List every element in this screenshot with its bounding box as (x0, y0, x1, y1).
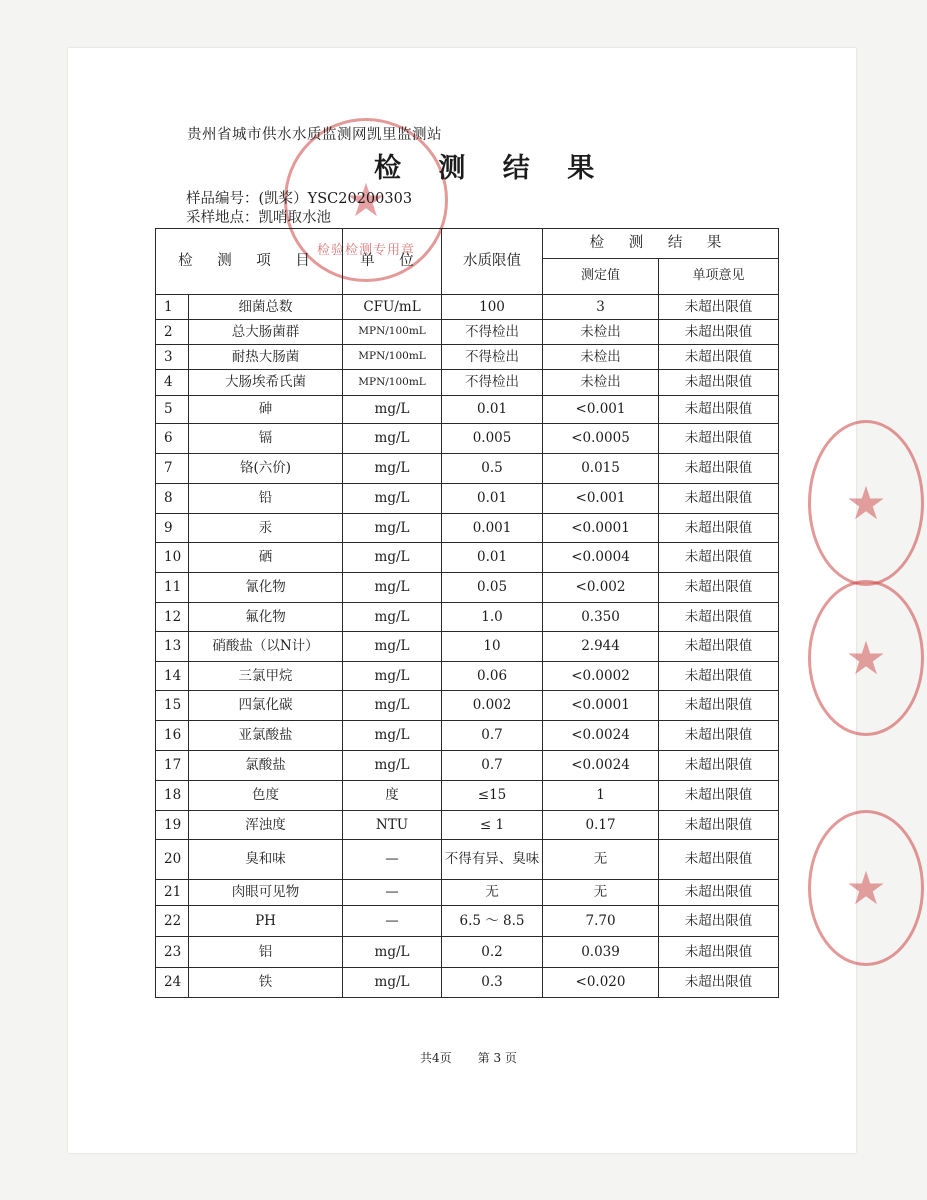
total-pages: 共4页 (420, 1051, 452, 1065)
seal-star-icon: ★ (845, 861, 887, 915)
row-measured-value: <0.001 (543, 484, 659, 514)
row-unit: NTU (343, 811, 442, 840)
row-unit: mg/L (343, 751, 442, 781)
row-limit: ≤15 (442, 781, 543, 811)
edge-seal-3 (808, 810, 924, 966)
row-unit: — (343, 906, 442, 937)
row-item: 浑浊度 (189, 811, 343, 840)
row-item: 砷 (189, 396, 343, 424)
row-unit: mg/L (343, 514, 442, 543)
page-footer (420, 1049, 543, 1066)
row-limit: 1.0 (442, 603, 543, 632)
row-item: 硒 (189, 543, 343, 573)
table-row (156, 937, 779, 968)
sampling-location-label: 采样地点： (186, 210, 259, 226)
row-unit: mg/L (343, 662, 442, 691)
seal-star-icon: ★ (345, 173, 387, 227)
row-number: 21 (156, 880, 189, 906)
row-number: 22 (156, 906, 189, 937)
table-row (156, 295, 779, 320)
row-opinion: 未超出限值 (659, 811, 779, 840)
row-limit: 100 (442, 295, 543, 320)
row-measured-value: 3 (543, 295, 659, 320)
row-item: 臭和味 (189, 840, 343, 880)
row-opinion: 未超出限值 (659, 543, 779, 573)
seal-star-icon: ★ (845, 631, 887, 685)
row-measured-value: <0.001 (543, 396, 659, 424)
sample-number-label: 样品编号： (186, 191, 259, 207)
table-row (156, 880, 779, 906)
organization-name: 贵州省城市供水水质监测网凯里监测站 (187, 127, 442, 143)
row-opinion: 未超出限值 (659, 514, 779, 543)
row-limit: 0.7 (442, 751, 543, 781)
row-limit: 0.005 (442, 424, 543, 454)
row-opinion: 未超出限值 (659, 880, 779, 906)
current-page: 第 3 页 (477, 1051, 517, 1065)
row-opinion: 未超出限值 (659, 454, 779, 484)
table-row (156, 968, 779, 998)
header-measured: 测定值 (543, 259, 659, 295)
row-number: 1 (156, 295, 189, 320)
row-number: 24 (156, 968, 189, 998)
row-limit: 不得检出 (442, 370, 543, 396)
table-row (156, 906, 779, 937)
table-row (156, 396, 779, 424)
row-number: 23 (156, 937, 189, 968)
row-limit: 0.01 (442, 543, 543, 573)
row-number: 8 (156, 484, 189, 514)
row-unit: MPN/100mL (343, 320, 442, 345)
table-row (156, 454, 779, 484)
page-title: 检 测 结 果 (374, 153, 609, 184)
row-measured-value: 0.015 (543, 454, 659, 484)
row-opinion: 未超出限值 (659, 396, 779, 424)
row-opinion: 未超出限值 (659, 937, 779, 968)
table-row (156, 320, 779, 345)
row-number: 11 (156, 573, 189, 603)
row-opinion: 未超出限值 (659, 721, 779, 751)
row-limit: 0.06 (442, 662, 543, 691)
header-unit: 单 位 (343, 229, 442, 295)
row-opinion: 未超出限值 (659, 573, 779, 603)
row-limit: ≤ 1 (442, 811, 543, 840)
header-opinion: 单项意见 (659, 259, 779, 295)
row-measured-value: <0.0004 (543, 543, 659, 573)
table-row (156, 370, 779, 396)
table-row (156, 751, 779, 781)
row-limit: 0.3 (442, 968, 543, 998)
row-number: 16 (156, 721, 189, 751)
row-limit: 0.5 (442, 454, 543, 484)
row-opinion: 未超出限值 (659, 424, 779, 454)
row-measured-value: 无 (543, 880, 659, 906)
row-item: PH (189, 906, 343, 937)
row-opinion: 未超出限值 (659, 781, 779, 811)
table-row (156, 514, 779, 543)
row-limit: 不得有异、臭味 (442, 840, 543, 880)
row-opinion: 未超出限值 (659, 603, 779, 632)
row-number: 17 (156, 751, 189, 781)
row-measured-value: 7.70 (543, 906, 659, 937)
row-unit: mg/L (343, 721, 442, 751)
seal-star-icon: ★ (845, 476, 887, 530)
table-row (156, 424, 779, 454)
row-number: 6 (156, 424, 189, 454)
row-opinion: 未超出限值 (659, 370, 779, 396)
row-limit: 0.001 (442, 514, 543, 543)
table-row (156, 662, 779, 691)
row-item: 肉眼可见物 (189, 880, 343, 906)
row-limit: 0.01 (442, 484, 543, 514)
row-number: 7 (156, 454, 189, 484)
row-measured-value: 0.350 (543, 603, 659, 632)
row-item: 耐热大肠菌 (189, 345, 343, 370)
row-item: 细菌总数 (189, 295, 343, 320)
row-unit: mg/L (343, 424, 442, 454)
row-measured-value: 未检出 (543, 345, 659, 370)
row-number: 9 (156, 514, 189, 543)
row-measured-value: 1 (543, 781, 659, 811)
row-opinion: 未超出限值 (659, 320, 779, 345)
row-number: 2 (156, 320, 189, 345)
row-unit: mg/L (343, 968, 442, 998)
row-limit: 不得检出 (442, 345, 543, 370)
header-limit: 水质限值 (442, 229, 543, 295)
row-limit: 0.01 (442, 396, 543, 424)
header-results-group: 检 测 结 果 (543, 229, 779, 259)
row-number: 4 (156, 370, 189, 396)
table-row (156, 840, 779, 880)
sampling-location (186, 206, 331, 227)
row-number: 12 (156, 603, 189, 632)
row-measured-value: <0.002 (543, 573, 659, 603)
row-unit: MPN/100mL (343, 370, 442, 396)
row-limit: 0.002 (442, 691, 543, 721)
row-measured-value: <0.0002 (543, 662, 659, 691)
results-table (155, 228, 779, 998)
row-number: 19 (156, 811, 189, 840)
row-unit: mg/L (343, 484, 442, 514)
row-unit: — (343, 840, 442, 880)
table-row (156, 781, 779, 811)
row-opinion: 未超出限值 (659, 840, 779, 880)
row-unit: mg/L (343, 573, 442, 603)
row-number: 20 (156, 840, 189, 880)
row-item: 亚氯酸盐 (189, 721, 343, 751)
row-item: 色度 (189, 781, 343, 811)
table-row (156, 543, 779, 573)
table-row (156, 484, 779, 514)
row-number: 14 (156, 662, 189, 691)
row-limit: 10 (442, 632, 543, 662)
row-measured-value: <0.0001 (543, 691, 659, 721)
row-item: 总大肠菌群 (189, 320, 343, 345)
row-opinion: 未超出限值 (659, 906, 779, 937)
row-item: 大肠埃希氏菌 (189, 370, 343, 396)
row-unit: mg/L (343, 454, 442, 484)
sample-number-value: (凯桨）YSC20200303 (258, 191, 413, 207)
row-number: 13 (156, 632, 189, 662)
row-item: 氯酸盐 (189, 751, 343, 781)
row-opinion: 未超出限值 (659, 968, 779, 998)
row-item: 汞 (189, 514, 343, 543)
row-opinion: 未超出限值 (659, 632, 779, 662)
table-row (156, 691, 779, 721)
row-measured-value: <0.0005 (543, 424, 659, 454)
row-item: 镉 (189, 424, 343, 454)
header-item: 检 测 项 目 (156, 229, 343, 295)
row-unit: mg/L (343, 543, 442, 573)
row-unit: mg/L (343, 691, 442, 721)
row-number: 10 (156, 543, 189, 573)
table-row (156, 811, 779, 840)
row-opinion: 未超出限值 (659, 345, 779, 370)
row-limit: 6.5 ～ 8.5 (442, 906, 543, 937)
results-body (156, 295, 779, 998)
row-opinion: 未超出限值 (659, 295, 779, 320)
row-unit: MPN/100mL (343, 345, 442, 370)
row-number: 18 (156, 781, 189, 811)
row-measured-value: 2.944 (543, 632, 659, 662)
row-measured-value: 无 (543, 840, 659, 880)
row-number: 3 (156, 345, 189, 370)
seal-text: 检验检测专用章 (317, 243, 416, 258)
edge-seal-2 (808, 580, 924, 736)
row-limit: 无 (442, 880, 543, 906)
sampling-location-value: 凯哨取水池 (258, 210, 331, 226)
row-unit: CFU/mL (343, 295, 442, 320)
row-item: 四氯化碳 (189, 691, 343, 721)
row-measured-value: <0.020 (543, 968, 659, 998)
row-item: 氰化物 (189, 573, 343, 603)
row-limit: 0.7 (442, 721, 543, 751)
table-row (156, 603, 779, 632)
row-limit: 不得检出 (442, 320, 543, 345)
row-unit: mg/L (343, 396, 442, 424)
row-measured-value: <0.0001 (543, 514, 659, 543)
table-row (156, 632, 779, 662)
row-measured-value: 0.17 (543, 811, 659, 840)
row-opinion: 未超出限值 (659, 484, 779, 514)
row-measured-value: 0.039 (543, 937, 659, 968)
row-limit: 0.2 (442, 937, 543, 968)
edge-seal-1 (808, 420, 924, 586)
row-item: 铁 (189, 968, 343, 998)
row-item: 硝酸盐（以N计） (189, 632, 343, 662)
row-unit: mg/L (343, 937, 442, 968)
row-measured-value: <0.0024 (543, 751, 659, 781)
table-row (156, 573, 779, 603)
row-measured-value: <0.0024 (543, 721, 659, 751)
sample-number (186, 187, 412, 208)
row-number: 15 (156, 691, 189, 721)
table-row (156, 721, 779, 751)
row-measured-value: 未检出 (543, 370, 659, 396)
row-measured-value: 未检出 (543, 320, 659, 345)
row-opinion: 未超出限值 (659, 691, 779, 721)
row-unit: — (343, 880, 442, 906)
row-number: 5 (156, 396, 189, 424)
row-item: 铬(六价) (189, 454, 343, 484)
row-unit: 度 (343, 781, 442, 811)
row-unit: mg/L (343, 603, 442, 632)
row-opinion: 未超出限值 (659, 662, 779, 691)
row-item: 三氯甲烷 (189, 662, 343, 691)
row-item: 铝 (189, 937, 343, 968)
row-opinion: 未超出限值 (659, 751, 779, 781)
row-limit: 0.05 (442, 573, 543, 603)
row-item: 氟化物 (189, 603, 343, 632)
row-unit: mg/L (343, 632, 442, 662)
table-row (156, 345, 779, 370)
row-item: 铅 (189, 484, 343, 514)
